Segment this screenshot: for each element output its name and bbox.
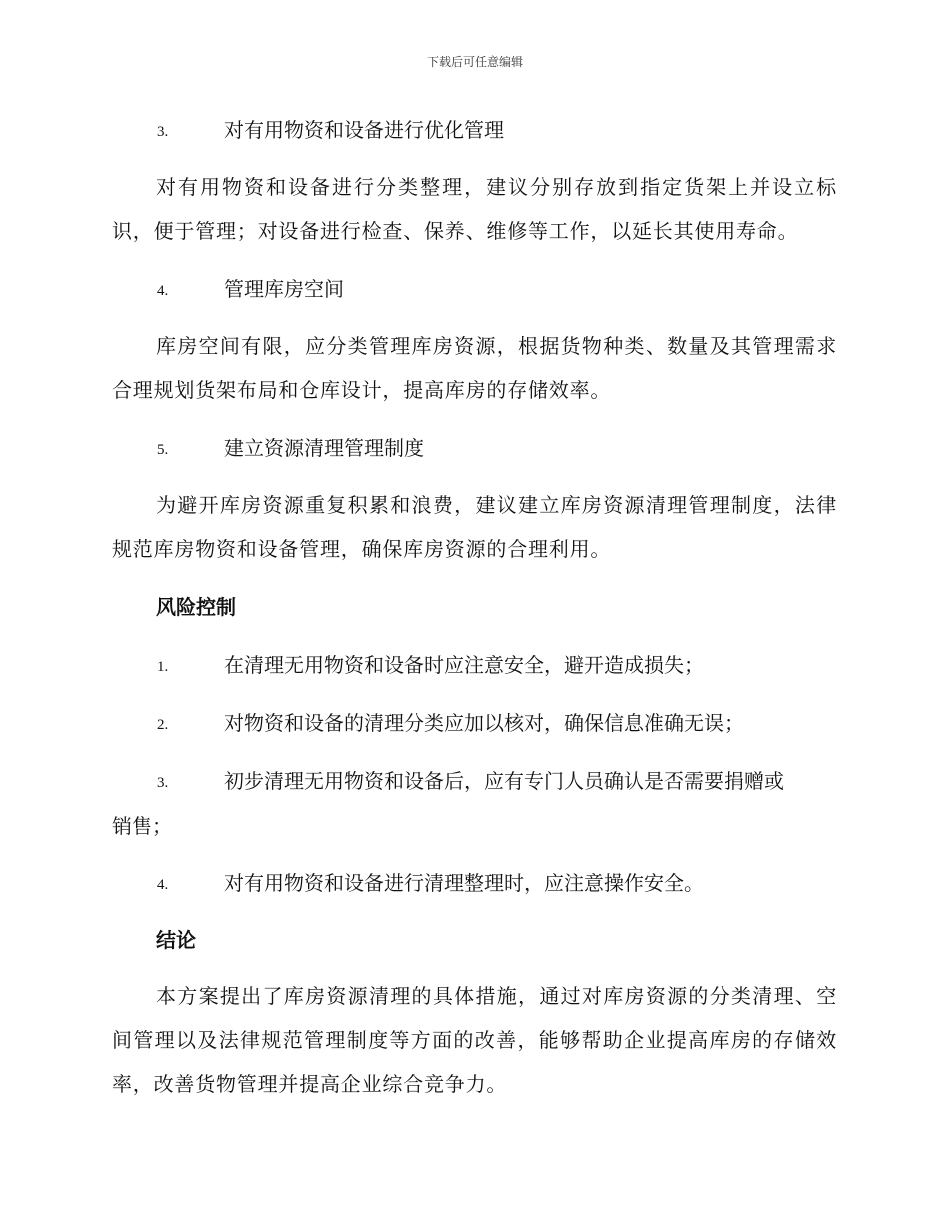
list-text: 初步清理无用物资和设备后，应有专门人员确认是否需要捐赠或 (224, 769, 784, 793)
page-header: 下载后可任意编辑 (426, 55, 523, 69)
list-number: 3. (157, 775, 169, 791)
list-number: 4. (157, 877, 169, 893)
list-number: 2. (157, 717, 169, 733)
paragraph-item5-body: 为避开库房资源重复积累和浪费，建议建立库房资源清理管理制度，法律规范库房物资和设备管理，确保库房资源的合理利用。 (112, 493, 837, 561)
list-text: 对有用物资和设备进行清理整理时，应注意操作安全。 (224, 871, 704, 895)
list-number: 1. (157, 659, 169, 675)
list-text: 管理库房空间 (224, 277, 344, 301)
list-number: 3. (157, 124, 169, 140)
list-text: 在清理无用物资和设备时应注意安全，避开造成损失； (224, 653, 704, 677)
list-text: 对有用物资和设备进行优化管理 (224, 118, 504, 142)
paragraph-item3-body: 对有用物资和设备进行分类整理，建议分别存放到指定货架上并设立标识，便于管理；对设备进行检查、保养、维修等工作，以延长其使用寿命。 (112, 175, 837, 243)
section-heading-conclusion: 结论 (156, 928, 196, 952)
section-heading-risk: 风险控制 (156, 595, 236, 619)
list-text: 建立资源清理管理制度 (224, 436, 424, 460)
risk-item-3-continuation: 销售； (112, 814, 172, 838)
paragraph-conclusion: 本方案提出了库房资源清理的具体措施，通过对库房资源的分类清理、空间管理以及法律规范管理制度等方面的改善，能够帮助企业提高库房的存储效率，改善货物管理并提高企业综合竞争力。 (112, 984, 837, 1096)
list-text: 对物资和设备的清理分类应加以核对，确保信息准确无误； (224, 711, 744, 735)
list-number: 5. (157, 442, 169, 458)
list-number: 4. (157, 283, 169, 299)
paragraph-item4-body: 库房空间有限，应分类管理库房资源，根据货物种类、数量及其管理需求合理规划货架布局和仓库设计，提高库房的存储效率。 (112, 334, 837, 402)
